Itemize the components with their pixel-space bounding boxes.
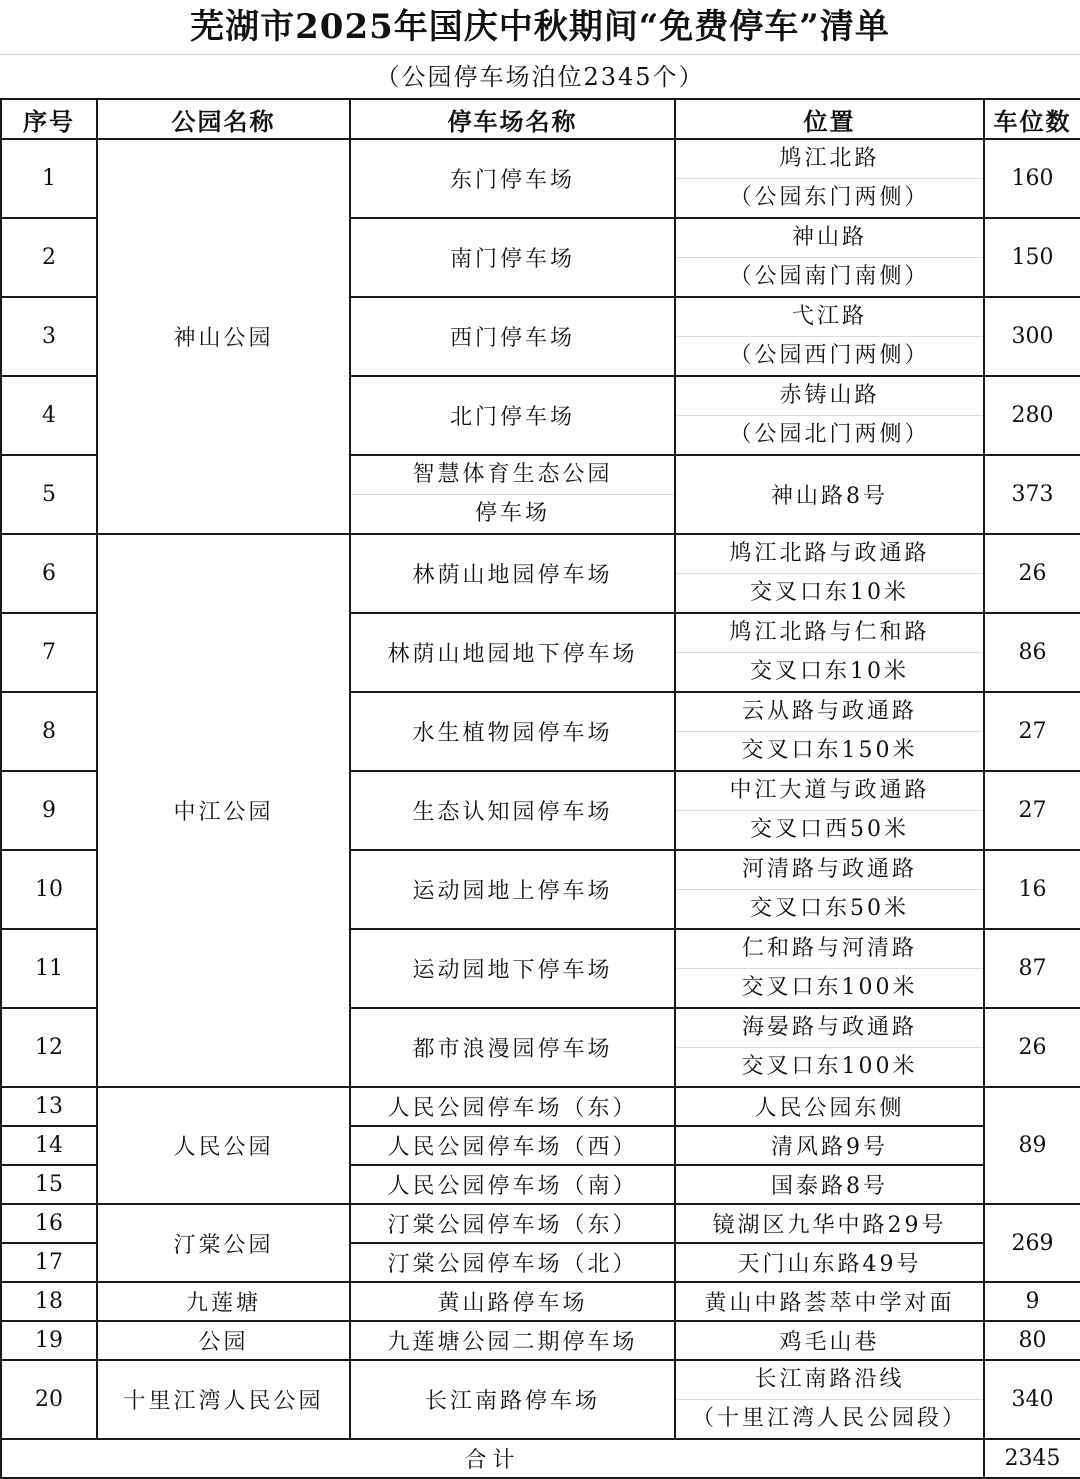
- row-seq: 3: [1, 297, 97, 376]
- spaces-count: 280: [984, 376, 1080, 455]
- lot-name: 东门停车场: [350, 139, 675, 218]
- total-label: 合计: [1, 1439, 984, 1478]
- spaces-count: 160: [984, 139, 1080, 218]
- spaces-count: 150: [984, 218, 1080, 297]
- lot-name: 南门停车场: [350, 218, 675, 297]
- lot-name: 人民公园停车场（东）: [350, 1087, 675, 1126]
- location-line-2: （公园南门南侧）: [676, 257, 983, 296]
- spaces-count: 340: [984, 1360, 1080, 1439]
- location-line-1: 云从路与政通路: [741, 699, 917, 724]
- spaces-count: 16: [984, 850, 1080, 929]
- row-seq: 20: [1, 1360, 97, 1439]
- location-line-1: 河清路与政通路: [741, 857, 917, 882]
- location-line-2: （公园北门两侧）: [676, 415, 983, 454]
- header-park: 公园名称: [97, 99, 350, 139]
- location-line-1: 神山路: [791, 225, 867, 250]
- lot-name: 西门停车场: [350, 297, 675, 376]
- lot-name-cell: [350, 455, 675, 534]
- location-line-2: 交叉口东10米: [676, 652, 983, 691]
- table-header-row: [1, 99, 1080, 139]
- location-cell: [675, 771, 984, 850]
- lot-name: 人民公园停车场（西）: [350, 1126, 675, 1165]
- row-seq: 13: [1, 1087, 97, 1126]
- location-line-1: 鸠江北路与政通路: [729, 541, 930, 566]
- header-location: 位置: [675, 99, 984, 139]
- lot-name: 运动园地下停车场: [350, 929, 675, 1008]
- spaces-count-tingtang: 269: [984, 1204, 1080, 1282]
- location-cell: 鸡毛山巷: [675, 1321, 984, 1360]
- lot-name: 九莲塘公园二期停车场: [350, 1321, 675, 1360]
- location-line-2: （公园西门两侧）: [676, 336, 983, 375]
- row-seq: 15: [1, 1165, 97, 1204]
- park-name-zhongjiang: 中江公园: [97, 534, 350, 1087]
- location-line-1: 长江南路沿线: [754, 1367, 905, 1392]
- spaces-count: 26: [984, 1008, 1080, 1087]
- lot-name: 人民公园停车场（南）: [350, 1165, 675, 1204]
- location-cell: [675, 1008, 984, 1087]
- location-line-2: （公园东门两侧）: [676, 178, 983, 217]
- spaces-count: 87: [984, 929, 1080, 1008]
- spaces-count: 86: [984, 613, 1080, 692]
- lot-name: 黄山路停车场: [350, 1282, 675, 1321]
- header-seq: 序号: [1, 99, 97, 139]
- park-name-tingtang: 汀棠公园: [97, 1204, 350, 1282]
- spaces-count: 80: [984, 1321, 1080, 1360]
- row-seq: 10: [1, 850, 97, 929]
- lot-name: 汀棠公园停车场（东）: [350, 1204, 675, 1243]
- location-cell: [675, 376, 984, 455]
- total-value: 2345: [984, 1439, 1080, 1478]
- table-row: [1, 1282, 1080, 1321]
- spaces-count: 27: [984, 771, 1080, 850]
- location-line-1: 鸠江北路与仁和路: [729, 620, 930, 645]
- location-cell: [675, 613, 984, 692]
- parking-table: [0, 98, 1080, 1479]
- row-seq: 1: [1, 139, 97, 218]
- park-name-shenshan: 神山公园: [97, 139, 350, 534]
- table-row: [1, 1360, 1080, 1439]
- location-line-2: （十里江湾人民公园段）: [676, 1399, 983, 1438]
- location-cell: [675, 218, 984, 297]
- location-line-1: 海晏路与政通路: [741, 1015, 917, 1040]
- location-cell: 天门山东路49号: [675, 1243, 984, 1282]
- location-cell: [675, 139, 984, 218]
- lot-name-line-2: 停车场: [351, 494, 674, 533]
- location-cell: [675, 1360, 984, 1439]
- table-row: [1, 1204, 1080, 1243]
- header-spaces: 车位数: [984, 99, 1080, 139]
- spaces-count: 26: [984, 534, 1080, 613]
- park-name-jiuliantang-2: 公园: [97, 1321, 350, 1360]
- page-title: 芜湖市2025年国庆中秋期间“免费停车”清单: [0, 0, 1080, 55]
- location-cell: [675, 692, 984, 771]
- location-cell: 镜湖区九华中路29号: [675, 1204, 984, 1243]
- lot-name: 都市浪漫园停车场: [350, 1008, 675, 1087]
- lot-name: 运动园地上停车场: [350, 850, 675, 929]
- location-line-1: 赤铸山路: [779, 383, 880, 408]
- spaces-count: 9: [984, 1282, 1080, 1321]
- row-seq: 7: [1, 613, 97, 692]
- row-seq: 11: [1, 929, 97, 1008]
- location-line-1: 仁和路与河清路: [741, 936, 917, 961]
- location-cell: 人民公园东侧: [675, 1087, 984, 1126]
- location-cell: [675, 534, 984, 613]
- spaces-count: 27: [984, 692, 1080, 771]
- row-seq: 5: [1, 455, 97, 534]
- row-seq: 9: [1, 771, 97, 850]
- location-line-1: 弋江路: [791, 304, 867, 329]
- row-seq: 6: [1, 534, 97, 613]
- lot-name: 水生植物园停车场: [350, 692, 675, 771]
- location-line-1: 中江大道与政通路: [729, 778, 930, 803]
- lot-name: 汀棠公园停车场（北）: [350, 1243, 675, 1282]
- row-seq: 18: [1, 1282, 97, 1321]
- location-line-2: 交叉口东100米: [676, 968, 983, 1007]
- park-name-jiuliantang-1: 九莲塘: [97, 1282, 350, 1321]
- location-cell: 神山路8号: [675, 455, 984, 534]
- location-line-2: 交叉口东150米: [676, 731, 983, 770]
- lot-name: 长江南路停车场: [350, 1360, 675, 1439]
- park-name-shilijiangwan: 十里江湾人民公园: [97, 1360, 350, 1439]
- lot-name-line-1: 智慧体育生态公园: [412, 462, 613, 487]
- row-seq: 16: [1, 1204, 97, 1243]
- row-seq: 19: [1, 1321, 97, 1360]
- page-subtitle: （公园停车场泊位2345个）: [375, 63, 705, 91]
- row-seq: 8: [1, 692, 97, 771]
- row-seq: 2: [1, 218, 97, 297]
- location-line-2: 交叉口西50米: [676, 810, 983, 849]
- row-seq: 17: [1, 1243, 97, 1282]
- location-line-2: 交叉口东10米: [676, 573, 983, 612]
- lot-name: 林荫山地园地下停车场: [350, 613, 675, 692]
- spaces-count-renmin: 89: [984, 1087, 1080, 1204]
- park-name-renmin: 人民公园: [97, 1087, 350, 1204]
- row-seq: 4: [1, 376, 97, 455]
- table-row: [1, 139, 1080, 218]
- lot-name: 林荫山地园停车场: [350, 534, 675, 613]
- location-line-1: 鸠江北路: [779, 146, 880, 171]
- spaces-count: 373: [984, 455, 1080, 534]
- row-seq: 14: [1, 1126, 97, 1165]
- header-lot: 停车场名称: [350, 99, 675, 139]
- spaces-count: 300: [984, 297, 1080, 376]
- table-row: [1, 1321, 1080, 1360]
- lot-name: 生态认知园停车场: [350, 771, 675, 850]
- table-row: [1, 1087, 1080, 1126]
- location-cell: 黄山中路荟萃中学对面: [675, 1282, 984, 1321]
- location-line-2: 交叉口东100米: [676, 1047, 983, 1086]
- location-line-2: 交叉口东50米: [676, 889, 983, 928]
- total-row: [1, 1439, 1080, 1478]
- location-cell: [675, 850, 984, 929]
- table-row: [1, 534, 1080, 613]
- location-cell: 清风路9号: [675, 1126, 984, 1165]
- location-cell: [675, 929, 984, 1008]
- lot-name: 北门停车场: [350, 376, 675, 455]
- location-cell: 国泰路8号: [675, 1165, 984, 1204]
- row-seq: 12: [1, 1008, 97, 1087]
- location-cell: [675, 297, 984, 376]
